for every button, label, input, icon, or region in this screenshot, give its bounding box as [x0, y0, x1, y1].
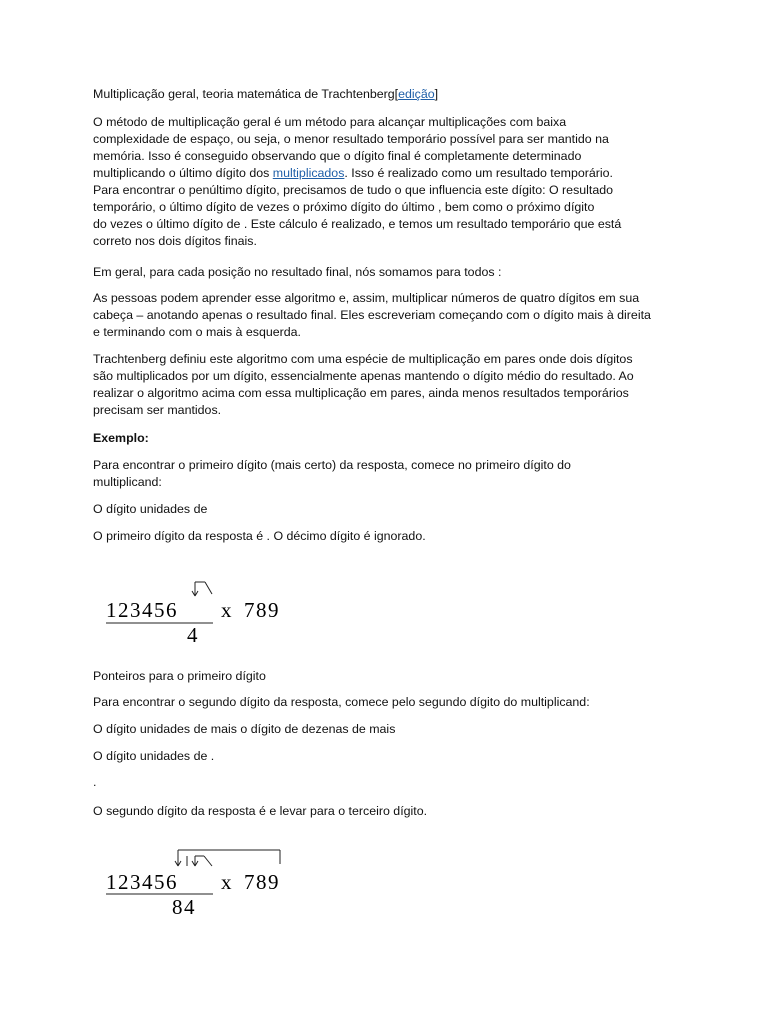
second-intro-line: Para encontrar o segundo dígito da resposta, comece pelo segundo dígito do multiplicand: — [93, 695, 590, 709]
fig2-multiplier: 789 — [244, 870, 280, 894]
fig2-multiplicand: 123456 — [106, 870, 178, 894]
title-text: Multiplicação geral, teoria matemática de Trachtenberg — [93, 87, 395, 101]
multiplicados-link[interactable]: multiplicados — [272, 166, 345, 180]
fig1-operator: x — [221, 598, 232, 622]
fig1-multiplicand: 123456 — [106, 598, 178, 622]
fig1-result: 4 — [187, 623, 198, 647]
people-paragraph: As pessoas podem aprender esse algoritmo e, assim, multiplicar números de quatro dígitos em sua cabeça – anotando apenas o resultado final. Eles escreveriam começando com o dígito mais à direita e terminando com o mais à esquerda. — [93, 291, 651, 339]
units-plus-tens-line: O dígito unidades de mais o dígito de dezenas de mais — [93, 722, 396, 736]
pointer-arrows-2 — [175, 850, 280, 866]
first-digit-paragraph: Para encontrar o primeiro dígito (mais certo) da resposta, comece no primeiro dígito do multiplicand: — [93, 458, 571, 489]
units-of-dot-line: O dígito unidades de . — [93, 749, 215, 763]
page-title: Multiplicação geral, teoria matemática de Trachtenberg[edição] — [93, 87, 439, 101]
first-answer-line: O primeiro dígito da resposta é . O décimo dígito é ignorado. — [93, 529, 426, 543]
pointer-arrow-1 — [192, 582, 212, 596]
fig2-operator: x — [221, 870, 232, 894]
intro-paragraph: O método de multiplicação geral é um método para alcançar multiplicações com baixa complexidade de espaço, ou seja, o menor resultado temporário possível para ser mantido na memória. Isso é conseguido observando que o dígito final é completamente determinado multiplicando o último dígito dos multiplicados. Isso é realizado como um resultado temporário. Para encontrar o penúltimo dígito, precisamos de tudo o que influencia este dígito: O resultado temporário, o último dígito de vezes o próximo dígito do último , bem como o próximo dígito do vezes o último dígito de . Este cálculo é realizado, e temos um resultado temporário que está correto nos dois dígitos finais. — [93, 115, 622, 248]
fig2-result: 84 — [172, 895, 196, 918]
edit-link[interactable]: edição — [398, 87, 435, 101]
multiplication-figure-2 — [100, 846, 300, 918]
fig1-multiplier: 789 — [244, 598, 280, 622]
trachtenberg-paragraph: Trachtenberg definiu este algoritmo com uma espécie de multiplicação em pares onde dois dígitos são multiplicados por um dígito, essencialmente apenas mantendo o dígito médio do resultado. Ao realizar o algoritmo acima com essa multiplicação em pares, ainda menos resultados temporários precisam ser mantidos. — [93, 352, 634, 417]
units-of-line: O dígito unidades de — [93, 502, 208, 516]
second-answer-line: O segundo dígito da resposta é e levar para o terceiro dígito. — [93, 804, 428, 818]
pointers-caption: Ponteiros para o primeiro dígito — [93, 669, 266, 683]
multiplication-figure-1 — [100, 578, 300, 648]
example-heading: Exemplo: — [93, 431, 149, 445]
lone-dot: . — [93, 775, 97, 789]
general-paragraph: Em geral, para cada posição no resultado final, nós somamos para todos : — [93, 265, 502, 279]
